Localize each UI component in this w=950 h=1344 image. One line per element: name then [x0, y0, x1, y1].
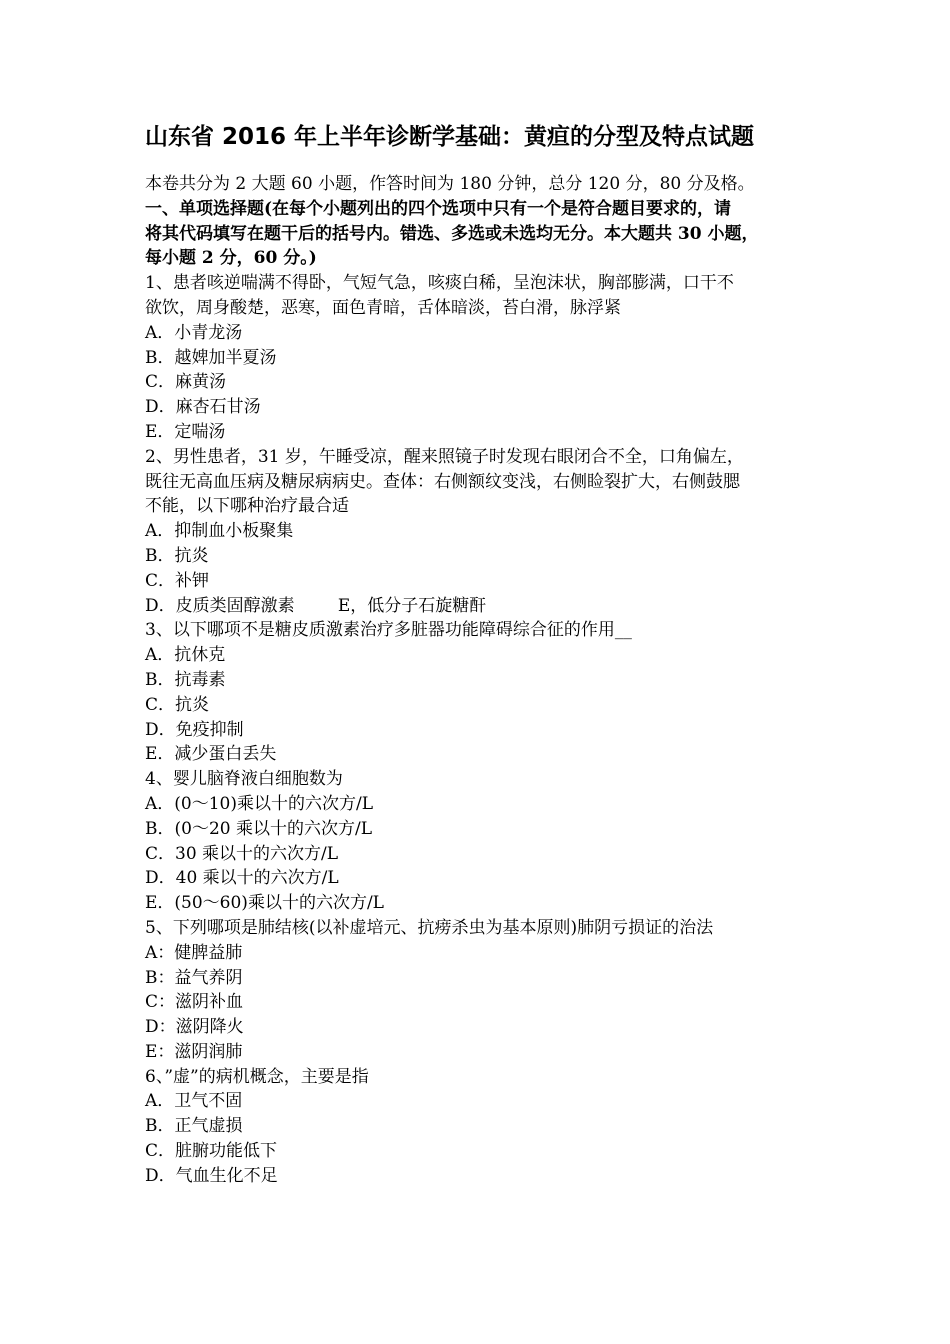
answer-option: C．30 乘以十的六次方/L	[145, 843, 339, 864]
document-title: 山东省 2016 年上半年诊断学基础：黄疸的分型及特点试题	[145, 124, 755, 150]
answer-option: D．免疫抑制	[145, 719, 244, 740]
question-6	[145, 1065, 815, 1189]
section-heading-line: 一、单项选择题(在每个小题列出的四个选项中只有一个是符合题目要求的，请	[145, 198, 732, 219]
answer-option: B．抗炎	[145, 545, 209, 566]
question-stem-line: 6、”虚”的病机概念，主要是指	[145, 1066, 369, 1087]
section-heading-line: 每小题 2 分，60 分。)	[145, 248, 317, 269]
answer-option: C：滋阴补血	[145, 992, 244, 1013]
answer-option: D．皮质类固醇激素 E，低分子石旋糖酐	[145, 595, 487, 616]
question-stem-line: 3、以下哪项不是糖皮质激素治疗多脏器功能障碍综合征的作用__	[145, 620, 632, 641]
exam-intro: 本卷共分为 2 大题 60 小题，作答时间为 180 分钟，总分 120 分，80 分及格。	[145, 174, 755, 194]
answer-option: A：健脾益肺	[145, 942, 243, 963]
question-3	[145, 618, 815, 767]
question-5	[145, 916, 815, 1065]
answer-option: B．越婢加半夏汤	[145, 347, 277, 368]
answer-option: A．抗休克	[145, 645, 226, 666]
question-4	[145, 767, 815, 916]
answer-option: E：滋阴润肺	[145, 1041, 243, 1062]
answer-option: D：滋阴降火	[145, 1017, 244, 1038]
answer-option: D．麻杏石甘汤	[145, 397, 261, 418]
question-2	[145, 445, 815, 619]
answer-option: B．正气虚损	[145, 1116, 243, 1137]
answer-option: B：益气养阴	[145, 967, 243, 988]
question-stem-line: 5、下列哪项是肺结核(以补虚培元、抗痨杀虫为基本原则)肺阴亏损证的治法	[145, 917, 714, 938]
answer-option: B．抗毒素	[145, 669, 226, 690]
question-stem-line: 4、婴儿脑脊液白细胞数为	[145, 769, 343, 790]
question-stem-line: 1、患者咳逆喘满不得卧，气短气急，咳痰白稀，呈泡沫状，胸部膨满，口干不	[145, 273, 734, 294]
answer-option: E．定喘汤	[145, 421, 226, 442]
answer-option: D．40 乘以十的六次方/L	[145, 868, 339, 889]
question-stem-line: 2、男性患者，31 岁，午睡受凉，醒来照镜子时发现右眼闭合不全，口角偏左，	[145, 446, 744, 467]
answer-option: D．气血生化不足	[145, 1165, 278, 1186]
answer-option: A．(0～10)乘以十的六次方/L	[145, 793, 374, 814]
answer-option: C．脏腑功能低下	[145, 1141, 278, 1162]
answer-option: E．(50～60)乘以十的六次方/L	[145, 893, 384, 914]
question-stem-line: 既往无高血压病及糖尿病病史。查体：右侧额纹变浅，右侧睑裂扩大，右侧鼓腮	[145, 471, 740, 492]
answer-option: C．补钾	[145, 570, 210, 591]
answer-option: A．卫气不固	[145, 1091, 243, 1112]
answer-option: C．麻黄汤	[145, 372, 227, 393]
question-1	[145, 271, 815, 445]
answer-option: C．抗炎	[145, 694, 210, 715]
question-stem-line: 欲饮，周身酸楚，恶寒，面色青暗，舌体暗淡，苔白滑，脉浮紧	[145, 297, 621, 318]
answer-option: A．抑制血小板聚集	[145, 521, 294, 542]
answer-option: A．小青龙汤	[145, 322, 243, 343]
section-heading-line: 将其代码填写在题干后的括号内。错选、多选或未选均无分。本大题共 30 小题，	[145, 223, 759, 244]
document-page	[145, 118, 815, 1189]
question-stem-line: 不能，以下哪种治疗最合适	[145, 496, 349, 517]
answer-option: E．减少蛋白丢失	[145, 744, 277, 765]
answer-option: B．(0～20 乘以十的六次方/L	[145, 818, 372, 839]
